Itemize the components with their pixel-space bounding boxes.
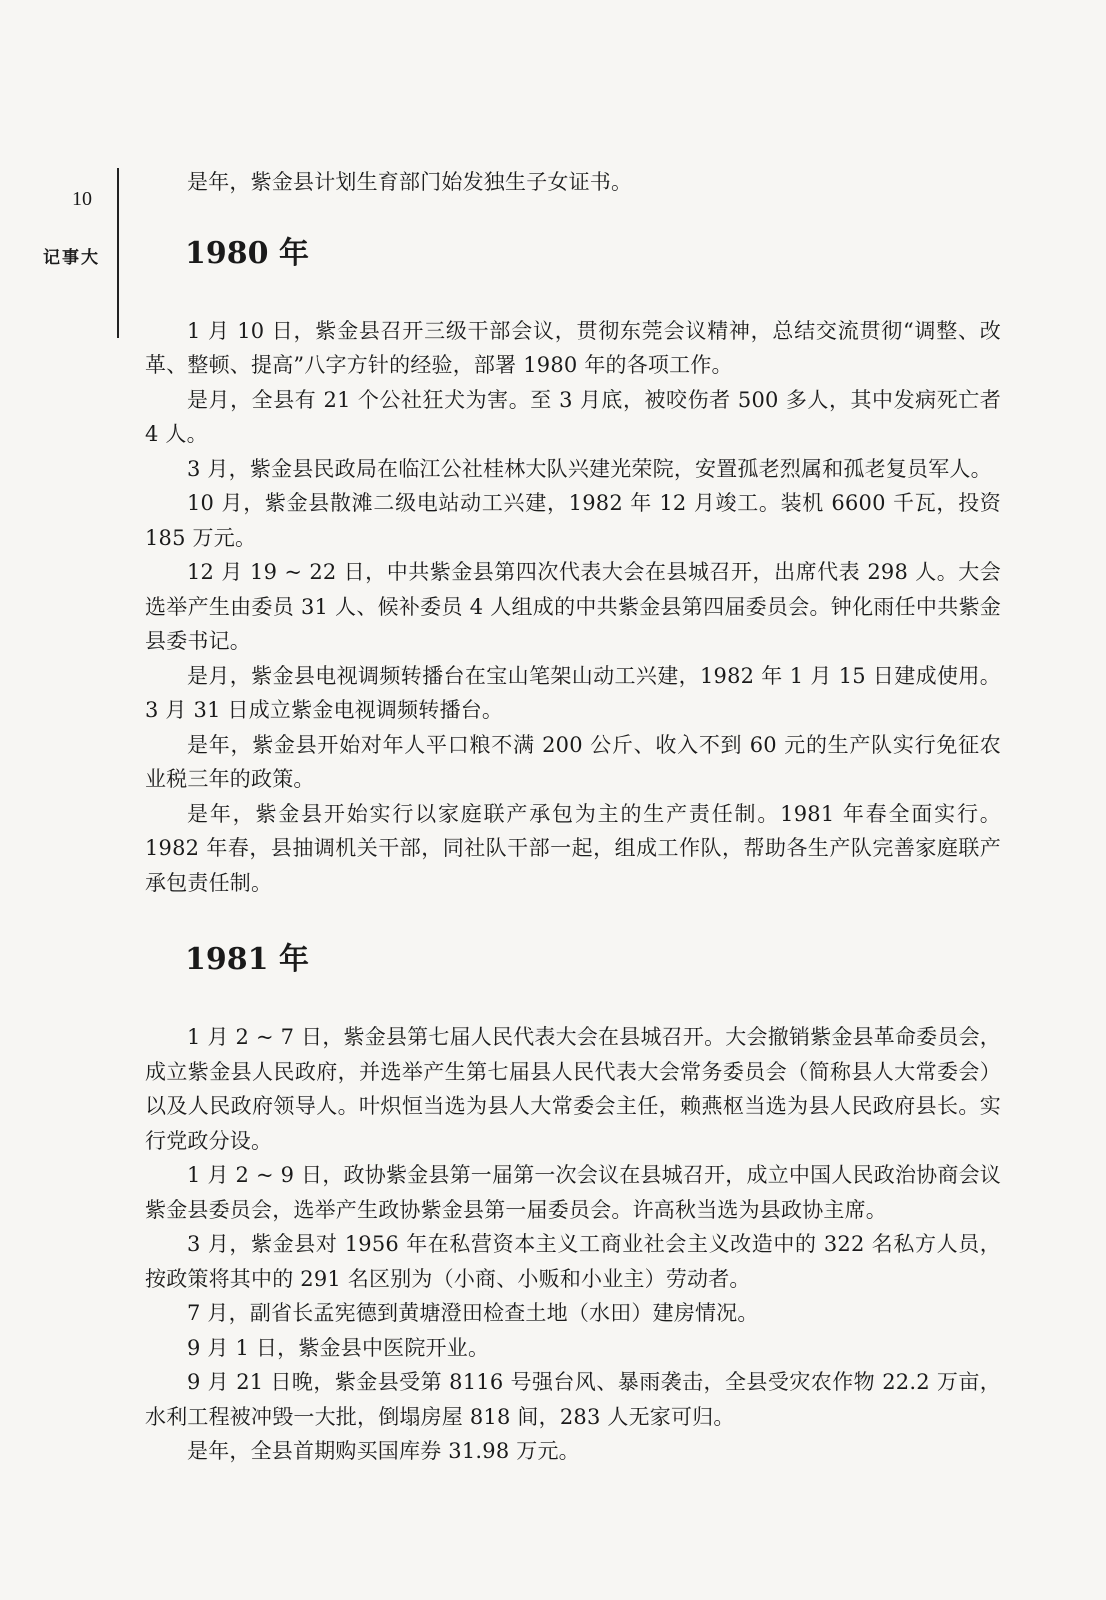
section-label: 大事记 — [39, 248, 97, 265]
entry-paragraph: 10 月，紫金县散滩二级电站动工兴建，1982 年 12 月竣工。装机 6600 千瓦，投资 185 万元。 — [145, 491, 1001, 550]
entry-paragraph: 9 月 1 日，紫金县中医院开业。 — [187, 1335, 490, 1360]
entry-paragraph: 是月，紫金县电视调频转播台在宝山笔架山动工兴建，1982 年 1 月 15 日建成使用。3 月 31 日成立紫金电视调频转播台。 — [145, 663, 1001, 722]
entry-paragraph: 1 月 10 日，紫金县召开三级干部会议，贯彻东莞会议精神，总结交流贯彻“调整、改革、整顿、提高”八字方针的经验，部署 1980 年的各项工作。 — [145, 318, 1001, 377]
entry-paragraph: 是月，全县有 21 个公社狂犬为害。至 3 月底，被咬伤者 500 多人，其中发病死亡者 4 人。 — [145, 387, 1001, 446]
page-content — [145, 165, 1001, 1469]
year-heading-1980: 1980 年 — [185, 235, 309, 271]
page-number: 10 — [72, 188, 92, 210]
entry-paragraph: 9 月 21 日晚，紫金县受第 8116 号强台风、暴雨袭击，全县受灾农作物 22.2 万亩，水利工程被冲毁一大批，倒塌房屋 818 间，283 人无家可归。 — [145, 1370, 1001, 1429]
entry-paragraph: 3 月，紫金县对 1956 年在私营资本主义工商业社会主义改造中的 322 名私方人员，按政策将其中的 291 名区别为（小商、小贩和小业主）劳动者。 — [145, 1232, 1001, 1291]
entry-paragraph: 7 月，副省长孟宪德到黄塘澄田检查土地（水田）建房情况。 — [187, 1301, 759, 1325]
entry-paragraph: 是年，紫金县开始对年人平口粮不满 200 公斤、收入不到 60 元的生产队实行免征农业税三年的政策。 — [145, 732, 1001, 791]
entry-paragraph: 是年，全县首期购买国库券 31.98 万元。 — [187, 1439, 580, 1463]
entry-paragraph: 3 月，紫金县民政局在临江公社桂林大队兴建光荣院，安置孤老烈属和孤老复员军人。 — [187, 456, 992, 481]
margin-rule — [117, 168, 119, 338]
entry-paragraph: 1 月 2 ~ 7 日，紫金县第七届人民代表大会在县城召开。大会撤销紫金县革命委员会，成立紫金县人民政府，并选举产生第七届县人民代表大会常务委员会（简称县人大常委会）以及人民政府领导人。叶炽恒当选为县人大常委会主任，赖燕枢当选为县人民政府县长。实行党政分设。 — [145, 1025, 1001, 1153]
entry-paragraph: 1 月 2 ~ 9 日，政协紫金县第一届第一次会议在县城召开，成立中国人民政治协商会议紫金县委员会，选举产生政协紫金县第一届委员会。许高秋当选为县政协主席。 — [145, 1163, 1001, 1222]
year-heading-1981: 1981 年 — [185, 942, 309, 977]
entry-paragraph: 是年，紫金县开始实行以家庭联产承包为主的生产责任制。1981 年春全面实行。1982 年春，县抽调机关干部，同社队干部一起，组成工作队，帮助各生产队完善家庭联产承包责任制。 — [145, 801, 1001, 895]
entry-paragraph: 12 月 19 ~ 22 日，中共紫金县第四次代表大会在县城召开，出席代表 298 人。大会选举产生由委员 31 人、候补委员 4 人组成的中共紫金县第四届委员会。钟化雨任中共紫金县委书记。 — [145, 560, 1001, 653]
intro-paragraph: 是年，紫金县计划生育部门始发独生子女证书。 — [187, 170, 633, 194]
